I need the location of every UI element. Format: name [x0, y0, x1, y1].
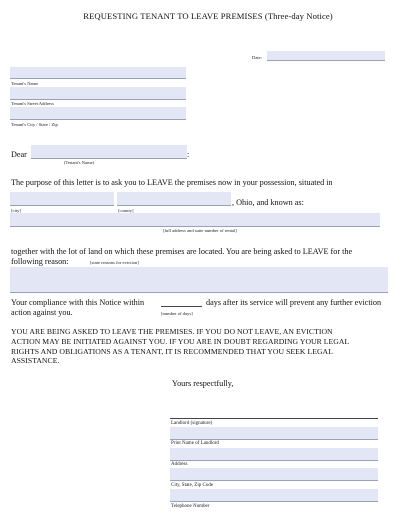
tenant-street-field[interactable]: [10, 87, 186, 100]
landlord-signature-label: Landlord (signature): [171, 421, 213, 426]
address-sig-field[interactable]: [170, 448, 378, 461]
county-field[interactable]: [117, 192, 231, 206]
tenant-city-field[interactable]: [10, 107, 186, 120]
document-title: REQUESTING TENANT TO LEAVE PREMISES (Three-day Notice): [83, 11, 333, 21]
ohio-text: , Ohio, and known as:: [232, 198, 304, 207]
closing: Yours respectfully,: [172, 379, 234, 388]
date-field[interactable]: [267, 51, 385, 61]
tenant-name-label: Tenant's Name: [11, 81, 39, 86]
address-label: [full address and suite number of rental]: [163, 228, 237, 233]
reasons-label: [state reasons for eviction]: [90, 260, 139, 265]
together-line-1: together with the lot of land on which these premises are located. You are being asked to LEAVE for the: [11, 247, 353, 256]
city-state-zip-field[interactable]: [170, 468, 378, 481]
city-field[interactable]: [10, 192, 114, 206]
county-label: [county]: [118, 208, 134, 213]
tenant-name-field[interactable]: [10, 67, 186, 79]
dear-name-field[interactable]: [31, 145, 190, 159]
compliance-prefix: Your compliance with this Notice within: [11, 298, 145, 307]
compliance-suffix: days after its service will prevent any further eviction: [206, 298, 382, 307]
warning-line: ASSISTANCE.: [11, 356, 60, 366]
days-field[interactable]: [161, 297, 202, 307]
city-label: [city]: [11, 208, 21, 213]
warning-line: YOU ARE BEING ASKED TO LEAVE THE PREMISES. IF YOU DO NOT LEAVE, AN EVICTION: [11, 327, 333, 336]
reasons-field[interactable]: [10, 267, 388, 293]
landlord-signature-line[interactable]: [170, 410, 378, 419]
telephone-field[interactable]: [170, 489, 378, 502]
salutation-colon: :: [187, 150, 190, 159]
dear-sublabel: (Tenant's Name): [64, 160, 95, 165]
address-sig-label: Address: [171, 462, 188, 467]
print-name-label: Print Name of Landlord: [171, 441, 219, 446]
salutation: Dear: [11, 150, 27, 159]
compliance-line-2: action against you.: [11, 308, 73, 317]
city-state-zip-label: City, State, Zip Code: [171, 483, 214, 488]
days-label: [number of days]: [161, 311, 193, 316]
telephone-label: Telephone Number: [171, 504, 210, 509]
together-line-2: following reason:: [11, 257, 69, 266]
warning-line: RIGHTS AND OBLIGATIONS AS A TENANT, IT IS RECOMMENDED THAT YOU SEEK LEGAL: [11, 346, 333, 356]
print-name-field[interactable]: [170, 427, 378, 440]
tenant-street-label: Tenant's Street Address: [11, 101, 54, 106]
warning-line: ACTION MAY BE INITIATED AGAINST YOU. IF YOU ARE IN DOUBT REGARDING YOUR LEGAL: [11, 336, 350, 346]
address-field[interactable]: [10, 213, 380, 227]
tenant-city-label: Tenant's City / State / Zip: [11, 122, 58, 127]
warning-paragraph: [11, 327, 349, 366]
date-label: Date:: [252, 55, 262, 60]
purpose-text: The purpose of this letter is to ask you to LEAVE the premises now in your possession, situated in: [11, 178, 333, 187]
